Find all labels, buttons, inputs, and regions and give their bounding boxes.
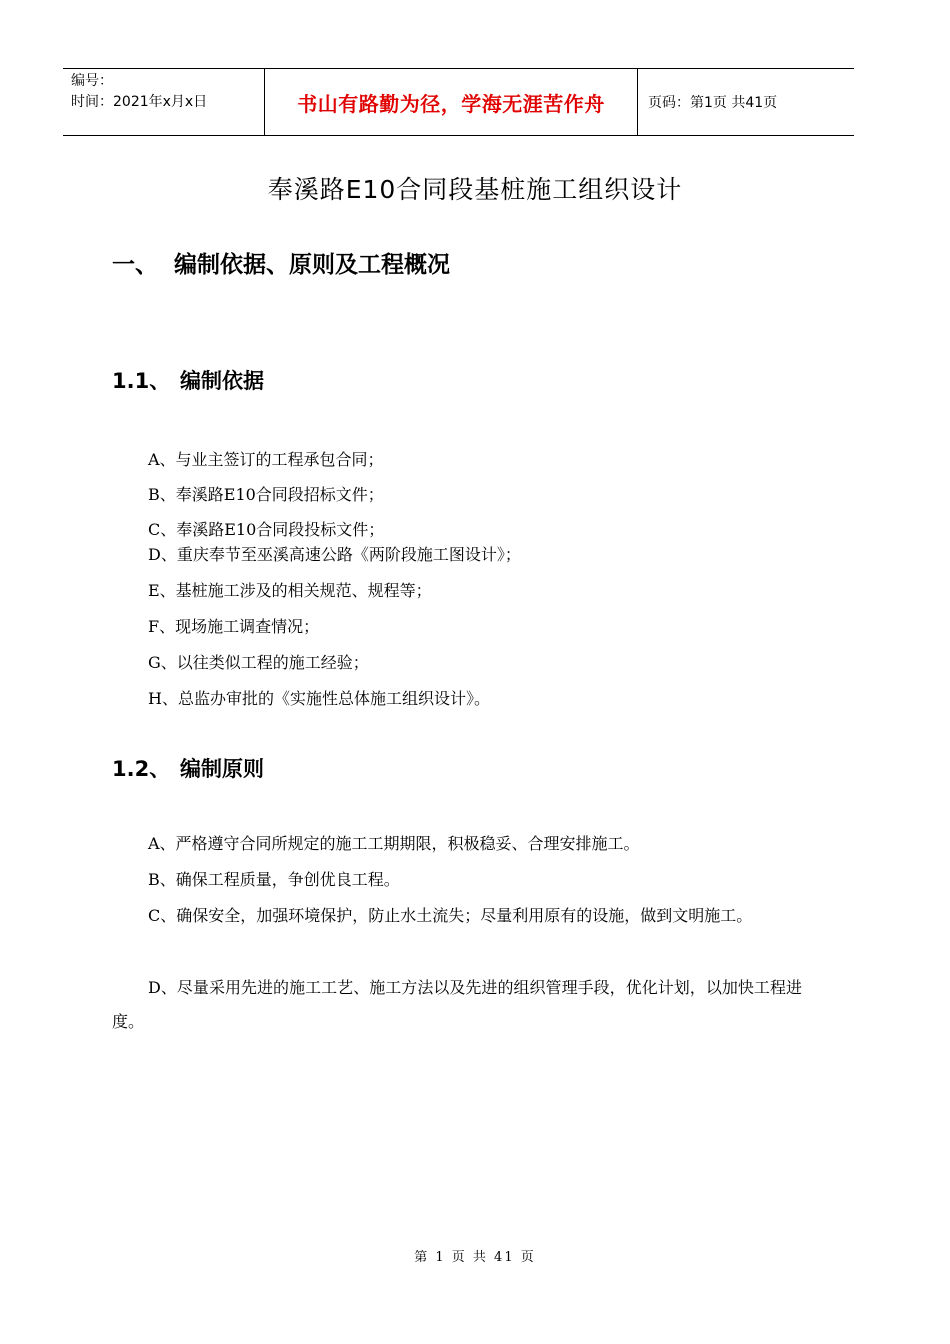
page-footer: 第 1 页 共 41 页 [414,1250,536,1265]
basis-item-g: G、以往类似工程的施工经验； [148,653,369,672]
document-title: 奉溪路E10合同段基桩施工组织设计 [267,175,683,204]
time-label: 时间：2021年x月x日 [71,94,208,110]
principle-paragraph-b: B、确保工程质量，争创优良工程。 [148,870,400,889]
page-header [63,68,854,136]
section-1-heading [112,246,450,279]
principle-paragraph-c: C、确保安全，加强环境保护，防止水土流失；尽量利用原有的设施，做到文明施工。 [148,906,753,925]
principle-paragraph-d: D、尽量采用先进的施工工艺、施工方法以及先进的组织管理手段，优化计划，以加快工程进度。 [112,978,802,1031]
section-1-1-heading [112,365,264,395]
section-1-2-number: 1.2、 [112,757,171,781]
section-1-2-heading [112,753,264,783]
section-1-1-title: 编制依据 [180,369,264,393]
basis-item-e: E、基桩施工涉及的相关规范、规程等； [148,581,432,600]
basis-item-a: A、与业主签订的工程承包合同； [148,450,384,469]
page-info: 页码：第1页 共41页 [648,95,778,111]
basis-item-f: F、现场施工调查情况； [148,617,320,636]
basis-item-b: B、奉溪路E10合同段招标文件； [148,485,384,504]
code-label: 编号： [71,73,113,89]
basis-item-d: D、重庆奉节至巫溪高速公路《两阶段施工图设计》； [148,545,521,564]
section-1-title: 编制依据、原则及工程概况 [174,252,450,278]
motto-text: 书山有路勤为径，学海无涯苦作舟 [297,91,605,116]
header-meta-cell [63,69,265,135]
header-motto-cell [265,69,638,135]
section-1-1-number: 1.1、 [112,369,171,393]
section-1-number: 一、 [112,252,158,278]
basis-item-c: C、奉溪路E10合同段投标文件； [148,520,385,539]
basis-item-h: H、总监办审批的《实施性总体施工组织设计》。 [148,689,490,708]
header-page-cell [638,69,854,135]
principle-paragraph-a: A、严格遵守合同所规定的施工工期期限，积极稳妥、合理安排施工。 [148,834,640,853]
section-1-2-title: 编制原则 [180,757,264,781]
